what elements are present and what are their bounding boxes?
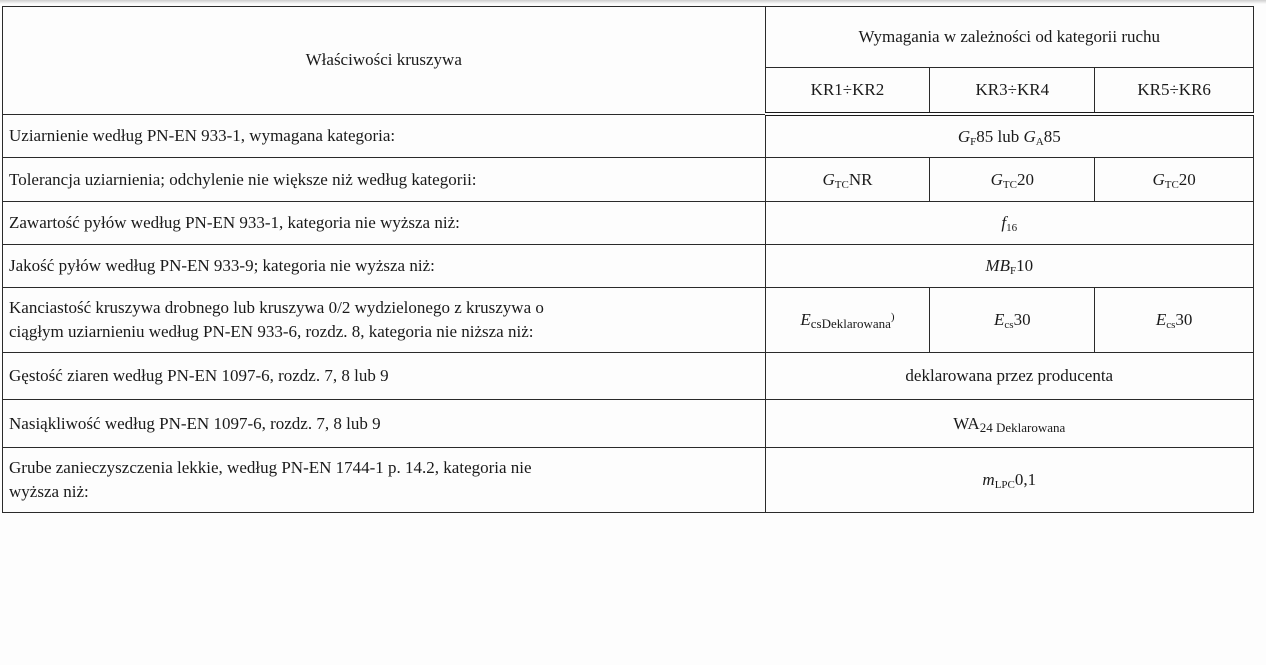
- symbol-subscript: 24 Deklarowana: [979, 419, 1066, 435]
- table-row: [3, 353, 1254, 400]
- category-header-kr1-kr2: KR1÷KR2: [765, 68, 930, 115]
- requirement-value: deklarowana przez producenta: [765, 353, 1253, 400]
- property-cell: Tolerancja uziarnienia; odchylenie nie większe niż według kategorii:: [3, 158, 766, 202]
- properties-header: Właściwości kruszywa: [3, 7, 766, 115]
- requirement-value-kr1-kr2: [765, 288, 930, 353]
- symbol-subscript: TC: [1002, 178, 1017, 191]
- symbol: G: [1023, 126, 1036, 146]
- symbol-subscript: A: [1035, 135, 1044, 148]
- property-cell: Nasiąkliwość według PN-EN 1097-6, rozdz. 7, 8 lub 9: [3, 400, 766, 448]
- symbol: G: [957, 126, 971, 146]
- value-text: 85 lub: [976, 126, 1024, 146]
- symbol: G: [1152, 169, 1165, 189]
- requirement-value: [765, 448, 1253, 513]
- table-row: [3, 114, 1254, 158]
- value-text: 20: [1178, 169, 1196, 189]
- table-row: [3, 288, 1254, 353]
- value-text: 30: [1013, 310, 1031, 329]
- header-row-1: [3, 7, 1254, 68]
- requirements-header: Wymagania w zależności od kategorii ruchu: [765, 7, 1253, 68]
- value-text: WA: [953, 413, 980, 433]
- symbol-subscript: TC: [834, 178, 849, 191]
- symbol: E: [994, 310, 1005, 329]
- requirement-value: [765, 202, 1253, 245]
- requirement-value: [765, 400, 1253, 448]
- symbol: G: [822, 169, 835, 189]
- symbol-subscript: csDeklarowana: [810, 316, 891, 331]
- property-cell: [3, 288, 766, 353]
- value-text: 20: [1016, 169, 1034, 189]
- symbol-subscript: 16: [1006, 222, 1018, 234]
- symbol-subscript: F: [970, 135, 977, 148]
- property-line: wyższa niż:: [9, 482, 89, 501]
- property-cell: Uziarnienie według PN-EN 933-1, wymagana kategoria:: [3, 114, 766, 158]
- value-text: 0,1: [1014, 470, 1037, 489]
- symbol: E: [800, 310, 811, 329]
- symbol-subscript: LPC: [994, 479, 1015, 491]
- symbol: MB: [985, 256, 1010, 275]
- value-text: 30: [1175, 310, 1193, 329]
- requirement-value-kr5-kr6: [1095, 288, 1254, 353]
- symbol-subscript: TC: [1164, 178, 1179, 191]
- symbol-subscript: F: [1009, 265, 1017, 277]
- property-line: ciągłym uziarnieniu według PN-EN 933-6, rozdz. 8, kategoria nie niższa niż:: [9, 322, 534, 341]
- symbol: f: [1001, 213, 1007, 232]
- requirement-value: [765, 245, 1253, 288]
- requirement-value-kr1-kr2: [765, 158, 930, 202]
- table-row: [3, 245, 1254, 288]
- table-row: [3, 158, 1254, 202]
- scan-edge: [0, 0, 1266, 4]
- property-line: Grube zanieczyszczenia lekkie, według PN-EN 1744-1 p. 14.2, kategoria nie: [9, 458, 532, 477]
- property-cell: [3, 448, 766, 513]
- requirement-value-kr3-kr4: [930, 158, 1095, 202]
- requirement-value-kr3-kr4: [930, 288, 1095, 353]
- property-line: Kanciastość kruszywa drobnego lub kruszywa 0/2 wydzielonego z kruszywa o: [9, 298, 544, 317]
- table-row: [3, 448, 1254, 513]
- symbol-superscript: ): [890, 311, 895, 323]
- property-cell: Zawartość pyłów według PN-EN 933-1, kategoria nie wyższa niż:: [3, 202, 766, 245]
- symbol: G: [990, 169, 1003, 189]
- property-cell: Jakość pyłów według PN-EN 933-9; kategoria nie wyższa niż:: [3, 245, 766, 288]
- table-row: [3, 400, 1254, 448]
- symbol: E: [1155, 310, 1167, 329]
- symbol-subscript: cs: [1004, 319, 1014, 331]
- table-row: [3, 202, 1254, 245]
- category-header-kr3-kr4: KR3÷KR4: [930, 68, 1095, 115]
- value-text: 10: [1016, 256, 1034, 275]
- category-header-kr5-kr6: KR5÷KR6: [1095, 68, 1254, 115]
- symbol-subscript: cs: [1166, 319, 1176, 331]
- value-text: 85: [1043, 126, 1061, 146]
- value-text: NR: [848, 169, 873, 189]
- requirement-value: [765, 114, 1253, 158]
- requirements-table: [2, 6, 1254, 513]
- property-cell: Gęstość ziaren według PN-EN 1097-6, rozdz. 7, 8 lub 9: [3, 353, 766, 400]
- requirement-value-kr5-kr6: [1095, 158, 1254, 202]
- symbol: m: [982, 470, 995, 489]
